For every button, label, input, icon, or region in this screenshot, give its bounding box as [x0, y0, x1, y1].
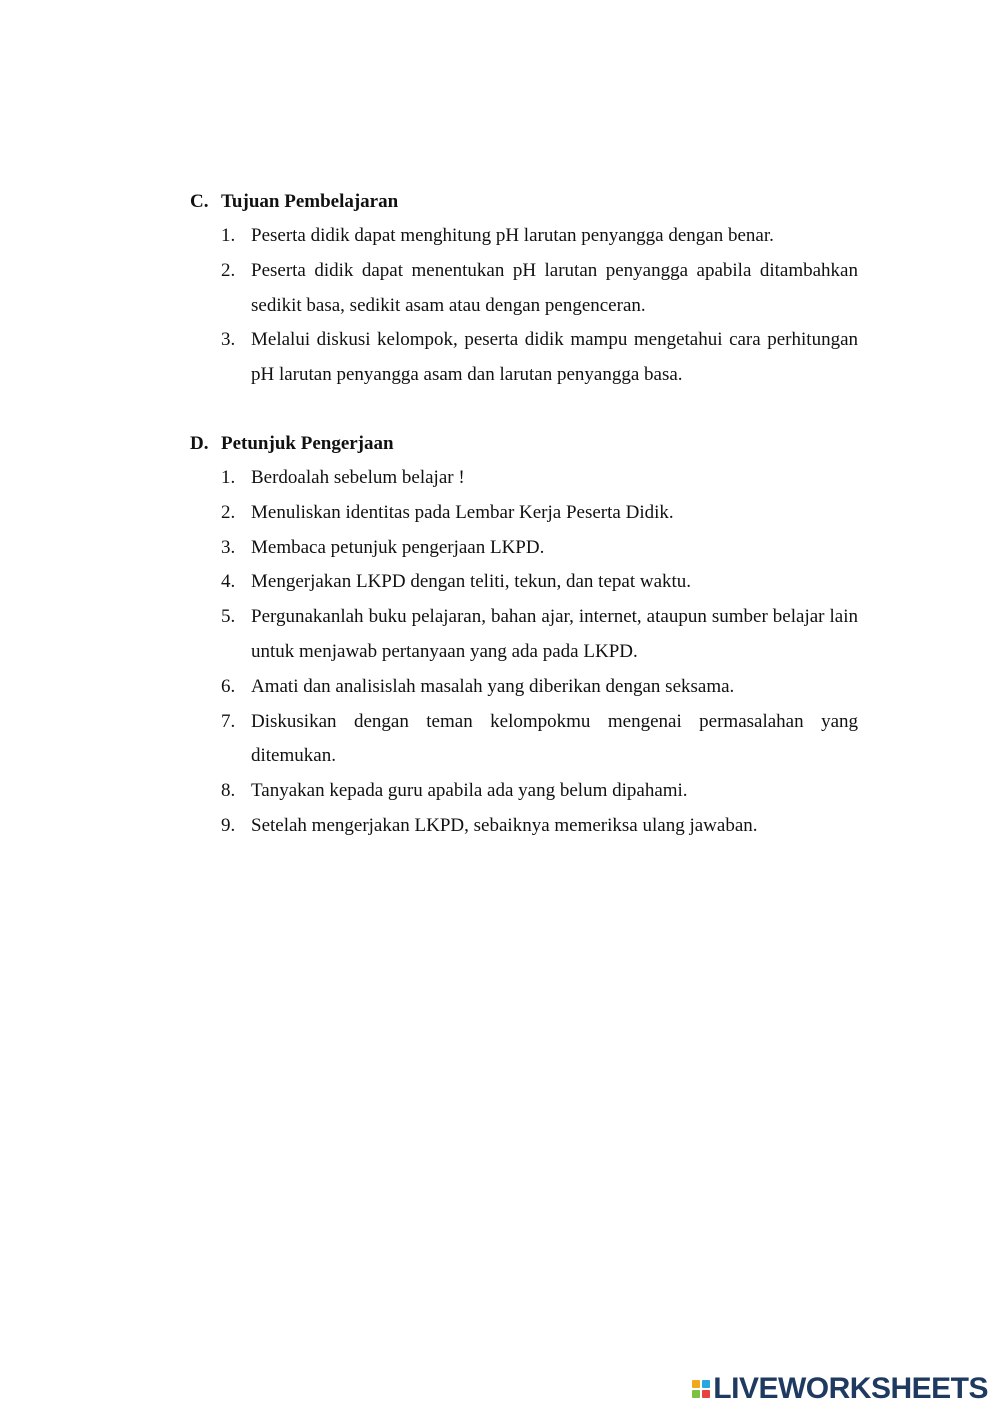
- section-tujuan-pembelajaran: [190, 185, 858, 393]
- logo-square-3: [692, 1390, 700, 1398]
- section-petunjuk-pengerjaan: [190, 427, 858, 844]
- list-item: [190, 809, 858, 844]
- item-text: Menuliskan identitas pada Lembar Kerja Peserta Didik.: [251, 501, 674, 523]
- brand-name: LIVEWORKSHEETS: [713, 1372, 988, 1405]
- item-text: Mengerjakan LKPD dengan teliti, tekun, dan tepat waktu.: [251, 571, 692, 593]
- item-number: 5.: [221, 606, 236, 628]
- item-number: 6.: [221, 675, 236, 697]
- section-heading: [190, 427, 858, 461]
- document-page: [190, 185, 858, 844]
- instructions-list: [190, 461, 858, 844]
- learning-objectives-list: [190, 219, 858, 393]
- item-text: Berdoalah sebelum belajar !: [251, 466, 465, 488]
- logo-square-4: [702, 1390, 710, 1398]
- item-number: 3.: [221, 536, 236, 558]
- list-item: [190, 774, 858, 809]
- liveworksheets-logo-icon: [692, 1380, 710, 1398]
- list-item: [190, 531, 858, 566]
- logo-square-2: [702, 1380, 710, 1388]
- logo-square-1: [692, 1380, 700, 1388]
- item-number: 3.: [221, 329, 236, 351]
- item-number: 2.: [221, 259, 236, 281]
- item-text: Amati dan analisislah masalah yang diberikan dengan seksama.: [251, 675, 735, 697]
- item-number: 1.: [221, 466, 236, 488]
- list-item: [190, 254, 858, 324]
- item-text: Peserta didik dapat menghitung pH larutan penyangga dengan benar.: [251, 225, 774, 246]
- item-number: 4.: [221, 571, 236, 593]
- list-item: [190, 461, 858, 496]
- list-item: [190, 565, 858, 600]
- item-number: 2.: [221, 501, 236, 523]
- section-title: Tujuan Pembelajaran: [221, 191, 399, 212]
- section-letter: D.: [190, 432, 209, 454]
- item-text: Membaca petunjuk pengerjaan LKPD.: [251, 536, 545, 558]
- list-item: [190, 219, 858, 254]
- item-number: 9.: [221, 814, 236, 836]
- list-item: [190, 705, 858, 775]
- item-text: Peserta didik dapat menentukan pH larutan penyangga apabila ditambahkan sedikit basa, sedikit asam atau dengan pengenceran.: [251, 259, 858, 316]
- item-number: 8.: [221, 780, 236, 802]
- list-item: [190, 323, 858, 393]
- item-text: Setelah mengerjakan LKPD, sebaiknya memeriksa ulang jawaban.: [251, 814, 758, 836]
- item-text: Melalui diskusi kelompok, peserta didik mampu mengetahui cara perhitungan pH larutan penyangga asam dan larutan penyangga basa.: [251, 329, 858, 386]
- item-number: 1.: [221, 225, 236, 246]
- list-item: [190, 600, 858, 670]
- liveworksheets-brand[interactable]: [692, 1372, 988, 1406]
- item-number: 7.: [221, 710, 236, 732]
- item-text: Pergunakanlah buku pelajaran, bahan ajar, internet, ataupun sumber belajar lain untuk menjawab pertanyaan yang ada pada LKPD.: [251, 606, 858, 662]
- item-text: Tanyakan kepada guru apabila ada yang belum dipahami.: [251, 780, 688, 802]
- list-item: [190, 496, 858, 531]
- list-item: [190, 670, 858, 705]
- item-text: Diskusikan dengan teman kelompokmu mengenai permasalahan yang ditemukan.: [251, 710, 858, 767]
- section-heading: [190, 185, 858, 219]
- section-title: Petunjuk Pengerjaan: [221, 432, 394, 454]
- section-letter: C.: [190, 191, 209, 212]
